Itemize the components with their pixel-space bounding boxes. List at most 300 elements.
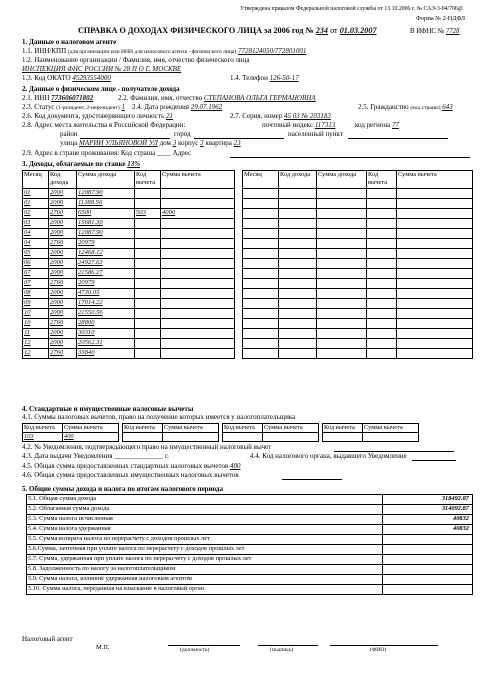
table-header-row [23,171,235,189]
cell-deduction-code [367,229,397,239]
deduction-code [323,433,363,442]
table-row [23,249,235,259]
cell-income-sum [317,189,367,199]
cell-income-sum: 12087.90 [77,229,135,239]
agent-phone: 1.4. Телефон 126-50-17 [230,74,299,82]
cell-deduction-code [135,259,161,269]
column-header-income-code: Код дохода [49,171,77,189]
table-row [243,209,473,219]
cell-deduction-sum [161,239,235,249]
cell-income-sum: 21586.27 [77,269,135,279]
cell-income-code [279,289,317,299]
cell-deduction-code [367,189,397,199]
approval-note: Утверждена приказом Федеральной налоговой службы от 13.10.2006 г. № САЭ-3-04/706@ [240,6,464,12]
cell-deduction-sum [161,259,235,269]
totals-value [383,565,473,575]
totals-row [27,585,473,595]
cell-income-code: 2000 [49,289,77,299]
table-row [243,339,473,349]
cell-income-code [279,349,317,359]
cell-income-code [279,209,317,219]
cell-month [243,339,279,349]
totals-row [27,545,473,555]
cell-deduction-code [135,349,161,359]
cell-deduction-code [135,189,161,199]
cell-income-code [279,319,317,329]
cell-deduction-sum [161,299,235,309]
prop-deductions: 4.6. Общая сумма предоставленных имущественных налоговых вычетов [22,471,239,479]
person-doc-code: 2.6. Код документа, удостоверяющего личность 21 [22,112,173,120]
cell-income-code [279,269,317,279]
certificate-number: 234 [315,26,329,35]
person-dob: 2.4. Дата рождения 29.07.1962 [132,103,223,111]
totals-row [27,515,473,525]
cell-deduction-code [367,239,397,249]
table-row [23,209,235,219]
ifns-field: В ИФНС № 7728 [410,28,460,35]
totals-label: 5.2. Облагаемая сумма дохода [27,505,383,515]
cell-month: 04 [23,239,49,249]
totals-row [27,565,473,575]
cell-month: 07 [23,269,49,279]
deduction-code-header: Код вычета [323,424,363,433]
totals-label: 5.6.Сумма, зачтенная при уплате налога по перерасчету с доходов прошлых лет [27,545,383,555]
table-row [23,349,235,359]
cell-deduction-code [367,279,397,289]
cell-income-sum: 6500 [77,209,135,219]
totals-value: 40832 [383,525,473,535]
cell-deduction-code [367,299,397,309]
totals-label: 5.3. Сумма налога исчисленная [27,515,383,525]
cell-deduction-code [367,269,397,279]
deduction-sum [163,433,219,442]
cell-month: 12 [23,349,49,359]
person-street: улица МАРИИ УЛЬЯНОВОЙ УЛ дом 3 корпус 3 квартира 23 [60,139,241,147]
deductions-sub: 4.1. Суммы налоговых вычетов, право на получение которых имеется у налогоплательщика [22,413,296,421]
cell-deduction-sum [397,249,473,259]
table-row [243,309,473,319]
cell-income-sum [317,229,367,239]
deduction-code-header: Код вычета [223,424,263,433]
column-header-deduction-code: Код вычета [135,171,161,189]
footer-fio: (ФИО) [370,647,387,653]
cell-deduction-code [367,329,397,339]
cell-deduction-sum [397,189,473,199]
cell-deduction-code [367,309,397,319]
column-header-month: Месяц [243,171,279,189]
section-1-heading: 1. Данные о налоговом агенте [22,38,117,46]
cell-month [243,239,279,249]
cell-income-code: 2000 [49,199,77,209]
column-header-income-sum: Сумма дохода [317,171,367,189]
person-zip: почтовый индекс 117313 [262,121,336,129]
cell-income-code: 2760 [49,209,77,219]
column-header-deduction-sum: Сумма вычета [161,171,235,189]
cell-income-sum: 24927.63 [77,259,135,269]
income-table-right [242,170,473,359]
cell-month: 11 [23,329,49,339]
cell-income-sum [317,279,367,289]
cell-month [243,269,279,279]
cell-month [243,199,279,209]
deduction-code [123,433,163,442]
cell-income-code [279,279,317,289]
table-row [23,309,235,319]
totals-label: 5.9. Сумма налога, излишне удержанная налоговым агентом [27,575,383,585]
agent-name: ИНСПЕКЦИЯ ФНС РОССИИ № 28 П О Г. МОСКВЕ [22,65,182,73]
cell-deduction-sum [397,229,473,239]
cell-income-code: 2000 [49,299,77,309]
deduction-sum-header: Сумма вычета [363,424,419,433]
table-row [243,269,473,279]
cell-month: 10 [23,309,49,319]
cell-deduction-sum [397,349,473,359]
cell-income-sum [317,329,367,339]
cell-deduction-code [135,219,161,229]
cell-deduction-sum [397,239,473,249]
cell-income-code: 2000 [49,259,77,269]
cell-deduction-code [367,339,397,349]
totals-row [27,555,473,565]
table-row [243,299,473,309]
cell-deduction-sum: 4000 [161,209,235,219]
cell-month: 01 [23,199,49,209]
footer-mp: М.П. [96,644,110,651]
totals-value [383,555,473,565]
cell-income-sum [317,259,367,269]
totals-value: 40832 [383,515,473,525]
totals-row [27,505,473,515]
cell-income-code [279,339,317,349]
cell-income-sum: 17014.22 [77,299,135,309]
notice-ifns-code: 4.4. Код налогового органа, выдавшего Уведомление [250,452,407,460]
cell-deduction-sum [161,269,235,279]
cell-income-code: 2000 [49,249,77,259]
deduction-code [223,433,263,442]
cell-income-code [279,249,317,259]
cell-income-code [279,229,317,239]
cell-deduction-code [367,349,397,359]
table-row [23,229,235,239]
deduction-sum [263,433,319,442]
form-number: Форма № 2-НДФЛ [416,15,466,22]
cell-deduction-code [135,299,161,309]
cell-income-code: 2000 [49,189,77,199]
table-row [243,219,473,229]
cell-deduction-sum [397,209,473,219]
cell-month [243,219,279,229]
cell-income-sum [317,289,367,299]
table-header-row [243,171,473,189]
cell-deduction-code [135,319,161,329]
cell-income-code [279,259,317,269]
cell-deduction-sum [397,309,473,319]
cell-month [243,249,279,259]
table-row [243,349,473,359]
person-region: код региона 77 [355,121,399,129]
table-row [243,289,473,299]
cell-deduction-sum [397,319,473,329]
totals-value [383,545,473,555]
agent-inn: 1.1. ИНН/КПП (для организации или ИНН для налогового агента - физического лица) 7728124050/772801001 [22,47,307,55]
totals-row [27,535,473,545]
cell-income-code [279,189,317,199]
certificate-date: 01.03.2007 [339,26,377,35]
deduction-group [222,423,319,442]
person-foreign-address: 2.9. Адрес в стране проживания: Код страны ____ Адрес [22,149,192,157]
table-row [243,279,473,289]
table-row [23,239,235,249]
cell-deduction-code [135,339,161,349]
cell-month [243,349,279,359]
cell-deduction-code [135,309,161,319]
cell-income-sum [317,339,367,349]
cell-income-sum [317,269,367,279]
cell-income-code: 2000 [49,269,77,279]
section-3-heading: 3. Доходы, облагаемые по ставке 13% [22,160,141,168]
cell-income-sum: 33840 [77,349,135,359]
cell-deduction-code [135,279,161,289]
totals-label: 5.10. Сумма налога, переданная на взыскание в налоговый орган [27,585,383,595]
person-inn: 2.1. ИНН 773606071802 [22,94,94,102]
cell-deduction-code: 503 [135,209,161,219]
cell-income-code [279,199,317,209]
cell-income-sum [317,199,367,209]
cell-month [243,259,279,269]
cell-income-sum [317,209,367,219]
section-5-heading: 5. Общие суммы дохода и налога по итогам налогового периода [22,485,223,493]
table-row [23,189,235,199]
table-row [23,269,235,279]
agent-okato: 1.3. Код ОКАТО 45293554000 [22,74,111,82]
cell-month [243,279,279,289]
cell-month: 02 [23,209,49,219]
table-row [243,329,473,339]
cell-income-sum [317,299,367,309]
cell-deduction-code [135,199,161,209]
table-row [23,339,235,349]
totals-row [27,525,473,535]
cell-deduction-sum [397,339,473,349]
table-row [243,259,473,269]
cell-deduction-code [135,289,161,299]
deduction-sum-header: Сумма вычета [263,424,319,433]
deduction-group [322,423,419,442]
deduction-group [122,423,219,442]
cell-income-code: 2000 [49,309,77,319]
cell-deduction-sum [161,189,235,199]
cell-month: 07 [23,279,49,289]
person-district: район [60,130,78,138]
cell-income-code: 2760 [49,279,77,289]
cell-income-code: 2760 [49,319,77,329]
column-header-income-code: Код дохода [279,171,317,189]
totals-value [383,585,473,595]
totals-value [383,535,473,545]
table-row [243,189,473,199]
table-row [243,199,473,209]
cell-deduction-code [135,229,161,239]
cell-income-sum: 20979 [77,279,135,289]
cell-deduction-sum [397,299,473,309]
cell-deduction-sum [161,199,235,209]
table-row [243,239,473,249]
cell-month: 12 [23,339,49,349]
deduction-sum-header: Сумма вычета [163,424,219,433]
totals-label: 5.4. Сумма налога удержанная [27,525,383,535]
cell-income-sum: 28800 [77,319,135,329]
cell-month: 06 [23,259,49,269]
cell-income-sum: 15681.30 [77,219,135,229]
cell-income-sum [317,309,367,319]
cell-income-sum: 4730.05 [77,289,135,299]
cell-income-code: 2760 [49,349,77,359]
cell-income-sum [317,219,367,229]
totals-label: 5.7. Сумма, удержанная при уплате налога по перерасчету с доходов прошлых лет [27,555,383,565]
cell-deduction-sum [397,329,473,339]
cell-month: 09 [23,299,49,309]
cell-deduction-sum [397,199,473,209]
cell-deduction-sum [397,259,473,269]
person-address-label: 2.8. Адрес места жительства в Российской Федерации: [22,121,186,129]
section-2-heading: 2. Данные о физическом лице - получателе дохода [22,85,180,93]
cell-deduction-code [367,209,397,219]
std-deductions: 4.5. Общая сумма предоставленных стандартных налоговых вычетов 400 [22,462,241,470]
cell-income-code [279,239,317,249]
section-4-heading: 4. Стандартные и имущественные налоговые вычеты [22,405,194,413]
person-citizenship: 2.5. Гражданство (код страны) 643 [358,103,453,111]
cell-deduction-code [135,329,161,339]
deduction-code: 103 [23,433,63,442]
agent-name-label: 1.2. Наименование организации / Фамилия, имя, отчество физического лица [22,56,250,64]
cell-deduction-sum [161,219,235,229]
deduction-code-header: Код вычета [123,424,163,433]
cell-deduction-code [135,269,161,279]
totals-value: 314092.87 [383,505,473,515]
cell-deduction-sum [397,279,473,289]
cell-month: 03 [23,219,49,229]
cell-month [243,289,279,299]
cell-income-sum: 20562.31 [77,339,135,349]
cell-income-code [279,309,317,319]
totals-table [26,494,473,595]
cell-income-code [279,219,317,229]
cell-deduction-sum [161,309,235,319]
cell-month [243,309,279,319]
totals-row [27,575,473,585]
cell-income-sum: 21550.56 [77,309,135,319]
cell-income-code: 2000 [49,329,77,339]
column-header-income-sum: Сумма дохода [77,171,135,189]
cell-income-sum: 30310 [77,329,135,339]
page-title: СПРАВКА О ДОХОДАХ ФИЗИЧЕСКОГО ЛИЦА за 2006 год № 234 от 01.03.2007 [78,26,377,35]
cell-month [243,209,279,219]
table-row [23,219,235,229]
cell-deduction-sum [161,349,235,359]
totals-row [27,495,473,505]
footer-agent: Налоговый агент [22,635,73,643]
table-row [23,289,235,299]
cell-month: 08 [23,289,49,299]
cell-deduction-sum [161,339,235,349]
deduction-sum [363,433,419,442]
person-locality: населенный пункт [288,130,343,138]
footer-position: (должность) [180,647,210,653]
cell-income-code: 2000 [49,219,77,229]
deduction-code-header: Код вычета [23,424,63,433]
cell-month [243,189,279,199]
table-row [23,329,235,339]
cell-deduction-code [367,259,397,269]
cell-income-code [279,329,317,339]
cell-deduction-sum [161,229,235,239]
person-fio: 2.2. Фамилия, имя, отчество СТЕПАНОВА ОЛЬГА ГЕРМАНОВНА [118,94,316,102]
cell-income-code: 2000 [49,339,77,349]
cell-income-sum [317,249,367,259]
cell-month [243,229,279,239]
totals-value [383,575,473,585]
cell-month: 05 [23,249,49,259]
cell-deduction-sum [397,289,473,299]
cell-deduction-sum [161,249,235,259]
cell-deduction-code [135,249,161,259]
cell-deduction-code [367,319,397,329]
table-row [23,279,235,289]
income-table-left [22,170,235,359]
column-header-deduction-code: Код вычета [367,171,397,189]
table-row [243,249,473,259]
cell-month: 01 [23,189,49,199]
cell-income-sum [317,349,367,359]
totals-label: 5.1. Общая сумма дохода [27,495,383,505]
cell-deduction-sum [161,329,235,339]
table-row [23,319,235,329]
cell-income-sum: 11388.56 [77,199,135,209]
notice-date: 4.3. Дата выдачи Уведомления ______________ г. [22,452,169,460]
footer-signature: (подпись) [270,647,294,653]
cell-deduction-sum [397,219,473,229]
column-header-deduction-sum: Сумма вычета [397,171,473,189]
cell-deduction-code [135,239,161,249]
cell-deduction-code [367,249,397,259]
deduction-sum: 400 [63,433,119,442]
cell-deduction-sum [161,279,235,289]
person-city: город [174,130,191,138]
table-row [243,229,473,239]
person-status: 2.3. Статус (1-резидент, 2-нерезидент) 1 [22,103,126,111]
cell-deduction-sum [397,269,473,279]
cell-deduction-sum [161,319,235,329]
cell-income-sum: 20979 [77,239,135,249]
cell-month [243,299,279,309]
cell-month: 10 [23,319,49,329]
deduction-group [22,423,119,442]
totals-value: 318492.87 [383,495,473,505]
cell-month [243,319,279,329]
totals-label: 5.8. Задолженность по налогу за налогоплательщиком [27,565,383,575]
cell-income-code: 2000 [49,229,77,239]
cell-income-sum: 12087.90 [77,189,135,199]
cell-income-code [279,299,317,309]
cell-income-sum: 12468.12 [77,249,135,259]
cell-income-sum [317,319,367,329]
column-header-month: Месяц [23,171,49,189]
cell-month: 04 [23,229,49,239]
person-doc-series: 2.7. Серия, номер 45 03 № 203183 [230,112,331,120]
cell-deduction-code [367,219,397,229]
totals-label: 5.5. Сумма возврата налога по перерасчету с доходов прошлых лет [27,535,383,545]
cell-month [243,329,279,339]
